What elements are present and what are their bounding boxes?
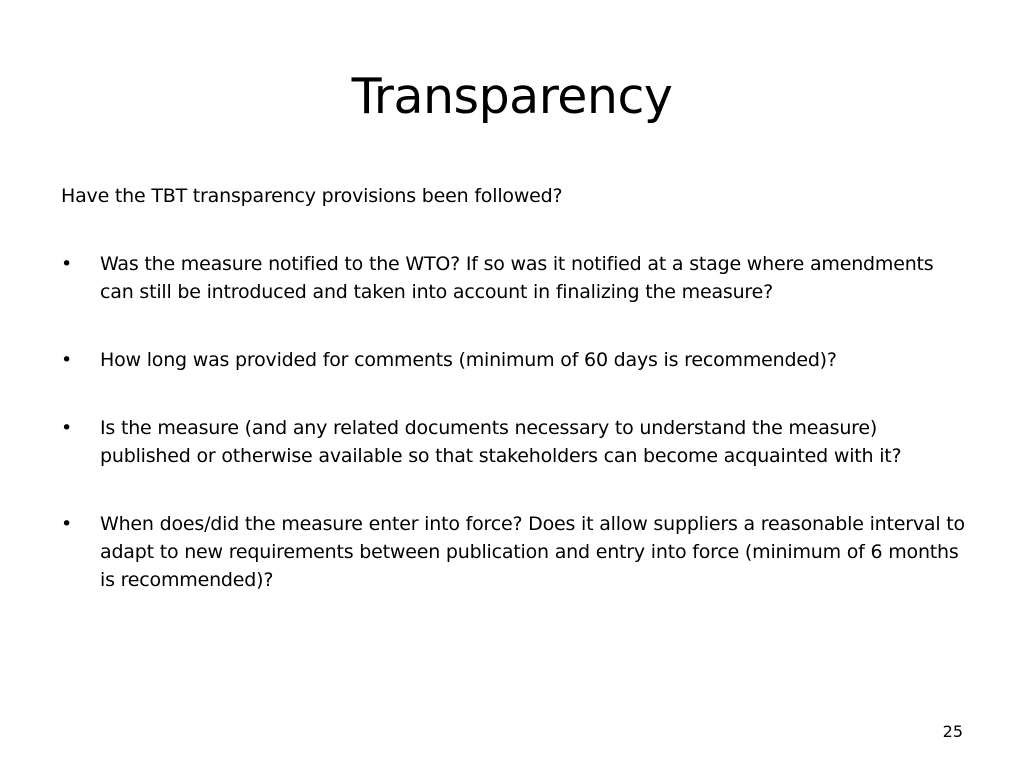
bullet-item	[61, 414, 966, 470]
bullet-item	[61, 510, 966, 594]
bullet-text: Was the measure notified to the WTO? If so was it notified at a stage where amendments can still be introduced and taken into account in finalizing the measure?	[100, 253, 934, 303]
slide-content	[61, 182, 966, 594]
bullet-dot-icon: •	[61, 417, 73, 439]
slide-title: Transparency	[351, 68, 673, 125]
bullet-text: How long was provided for comments (minimum of 60 days is recommended)?	[100, 349, 837, 371]
bullet-item	[61, 346, 966, 374]
intro-question: Have the TBT transparency provisions been followed?	[61, 185, 563, 207]
bullet-list	[61, 250, 966, 594]
page-number: 25	[942, 722, 963, 741]
bullet-text: Is the measure (and any related documents necessary to understand the measure) published or otherwise available so that stakeholders can become acquainted with it?	[100, 417, 902, 467]
bullet-text: When does/did the measure enter into force? Does it allow suppliers a reasonable interval to adapt to new requirements between publication and entry into force (minimum of 6 months is recommended)?	[100, 513, 965, 591]
bullet-dot-icon: •	[61, 513, 73, 535]
bullet-dot-icon: •	[61, 253, 73, 275]
bullet-item	[61, 250, 966, 306]
bullet-dot-icon: •	[61, 349, 73, 371]
